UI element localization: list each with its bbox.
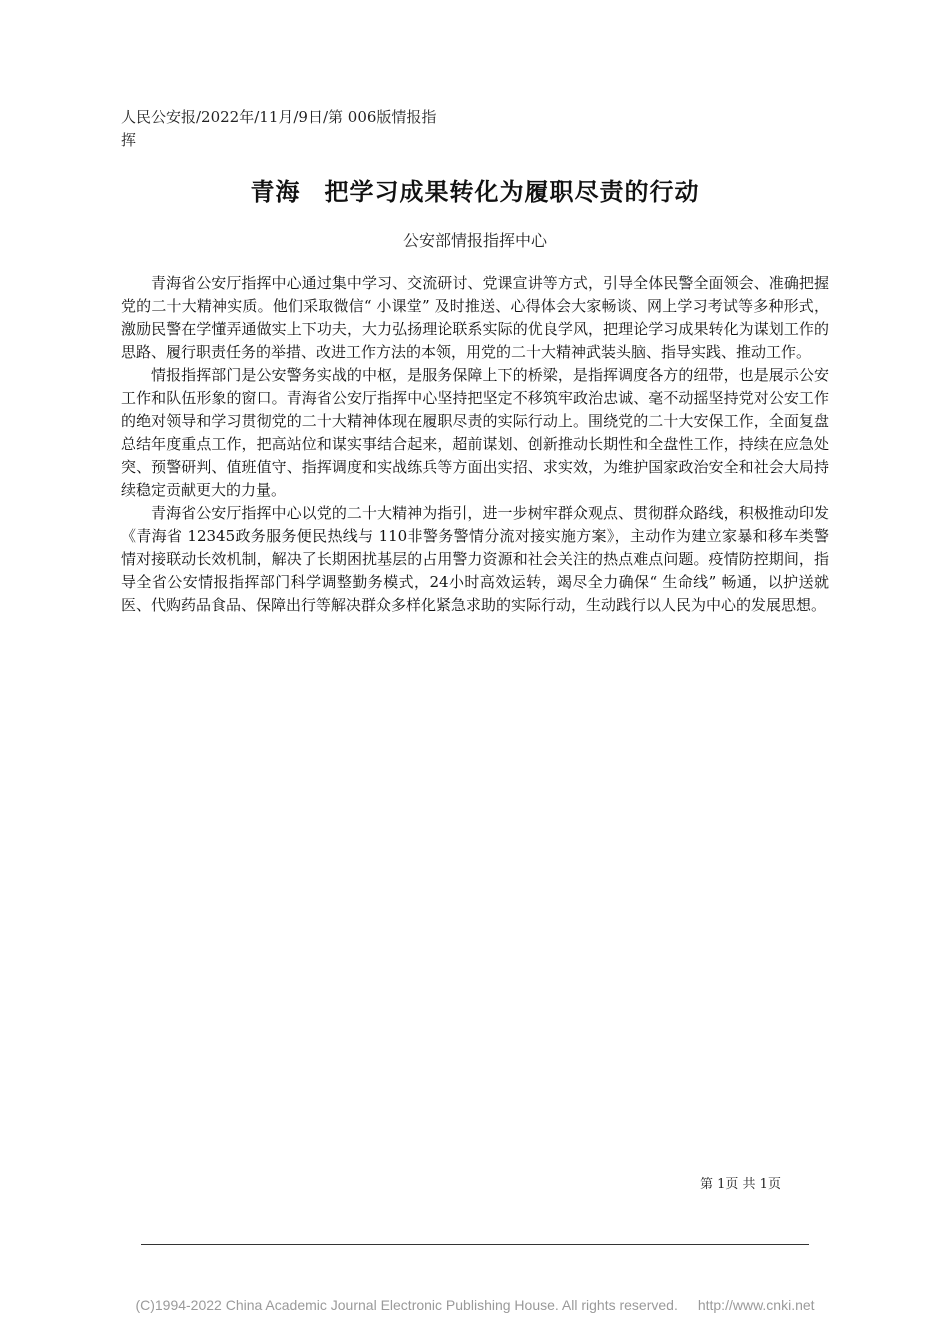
copyright-text: (C)1994-2022 China Academic Journal Electronic Publishing House. All rights reserved. [135,1297,678,1313]
body-paragraph: 情报指挥部门是公安警务实战的中枢，是服务保障上下的桥梁，是指挥调度各方的纽带，也是展示公安工作和队伍形象的窗口。青海省公安厅指挥中心坚持把坚定不移筑牢政治忠诚、毫不动摇坚持党对公安工作的绝对领导和学习贯彻党的二十大精神体现在履职尽责的实际行动上。围绕党的二十大安保工作，全面复盘总结年度重点工作，把高站位和谋实事结合起来，超前谋划、创新推动长期性和全盘性工作，持续在应急处突、预警研判、值班值守、指挥调度和实战练兵等方面出实招、求实效，为维护国家政治安全和社会大局持续稳定贡献更大的力量。 [121,366,829,499]
copyright-footer [0,1297,950,1313]
article-author: 公安部情报指挥中心 [402,231,547,250]
cnki-url: http://www.cnki.net [697,1297,815,1313]
source-line: 人民公安报/2022年/11月/9日/第 006版情报指挥 [121,108,437,149]
footer-divider [141,1244,809,1245]
article-body [121,272,829,617]
article-title-main: 把学习成果转化为履职尽责的行动 [324,177,700,206]
page-number: 第 1页 共 1页 [700,1177,781,1192]
article-title-region: 青海 [250,177,301,206]
body-paragraph: 青海省公安厅指挥中心通过集中学习、交流研讨、党课宣讲等方式，引导全体民警全面领会、准确把握党的二十大精神实质。他们采取微信“ 小课堂” 及时推送、心得体会大家畅谈、网上学习考试等多种形式，激励民警在学懂弄通做实上下功夫，大力弘扬理论联系实际的优良学风，把理论学习成果转化为谋划工作的思路、履行职责任务的举措、改进工作方法的本领，用党的二十大精神武装头脑、指导实践、推动工作。 [121,274,829,361]
article-title [0,172,950,207]
body-paragraph: 青海省公安厅指挥中心以党的二十大精神为指引，进一步树牢群众观点、贯彻群众路线，积极推动印发《青海省 12345政务服务便民热线与 110非警务警情分流对接实施方案》，主动作为建立家暴和移车类警情对接联动长效机制，解决了长期困扰基层的占用警力资源和社会关注的热点难点问题。疫情防控期间，指导全省公安情报指挥部门科学调整勤务模式，24小时高效运转，竭尽全力确保“ 生命线” 畅通，以护送就医、代购药品食品、保障出行等解决群众多样化紧急求助的实际行动，生动践行以人民为中心的发展思想。 [121,504,829,614]
